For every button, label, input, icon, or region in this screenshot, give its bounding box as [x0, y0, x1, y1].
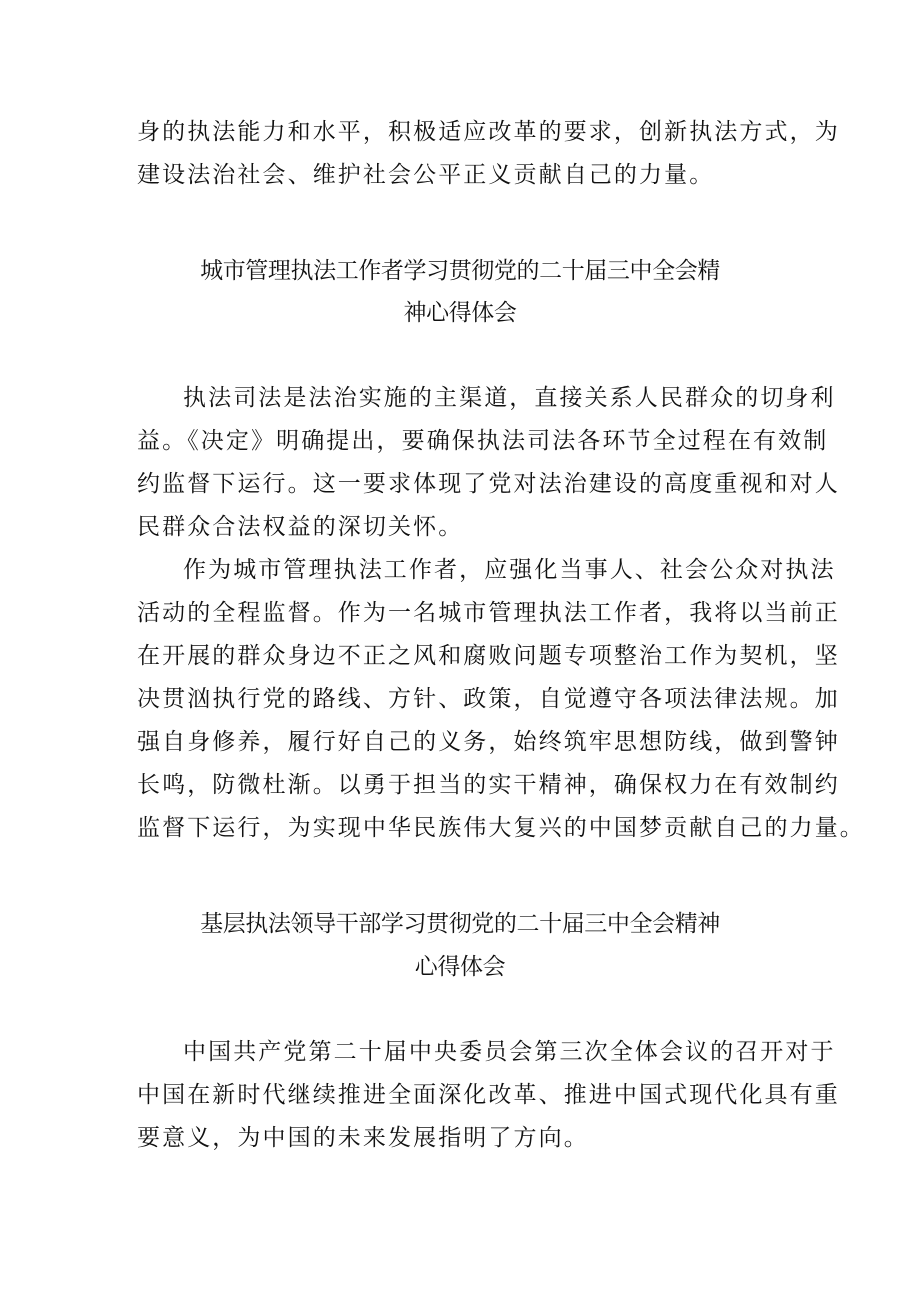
- text-line: 活动的全程监督。作为一名城市管理执法工作者，我将以当前正: [137, 600, 840, 626]
- section-title-line: 神心得体会: [403, 300, 517, 326]
- text-line: 益。《决定》明确提出，要确保执法司法各环节全过程在有效制: [137, 428, 829, 454]
- section-title-line: 城市管理执法工作者学习贯彻党的二十届三中全会精: [200, 258, 720, 284]
- text-line: 监督下运行，为实现中华民族伟大复兴的中国梦贡献自己的力量。: [137, 815, 865, 841]
- text-line: 作为城市管理执法工作者，应强化当事人、社会公众对执法: [183, 557, 836, 583]
- text-line: 强自身修养，履行好自己的义务，始终筑牢思想防线，做到警钟: [137, 729, 840, 755]
- text-line: 在开展的群众身边不正之风和腐败问题专项整治工作为契机，坚: [137, 643, 840, 669]
- text-line: 中国共产党第二十届中央委员会第三次全体会议的召开对于: [183, 1039, 836, 1065]
- text-line: 建设法治社会、维护社会公平正义贡献自己的力量。: [137, 162, 715, 188]
- text-line: 中国在新时代继续推进全面深化改革、推进中国式现代化具有重: [137, 1082, 840, 1108]
- text-line: 执法司法是法治实施的主渠道，直接关系人民群众的切身利: [183, 385, 836, 411]
- text-line: 民群众合法权益的深切关怀。: [137, 514, 464, 540]
- text-line: 身的执法能力和水平，积极适应改革的要求，创新执法方式，为: [137, 119, 840, 145]
- section-title-line: 基层执法领导干部学习贯彻党的二十届三中全会精神: [200, 911, 720, 937]
- section-title-line: 心得体会: [414, 954, 506, 980]
- text-line: 决贯汹执行党的路线、方针、政策，自觉遵守各项法律法规。加: [137, 686, 840, 712]
- text-line: 长鸣，防微杜渐。以勇于担当的实干精神，确保权力在有效制约: [137, 772, 840, 798]
- text-line: 约监督下运行。这一要求体现了党对法治建设的高度重视和对人: [137, 471, 840, 497]
- text-line: 要意义，为中国的未来发展指明了方向。: [137, 1125, 589, 1151]
